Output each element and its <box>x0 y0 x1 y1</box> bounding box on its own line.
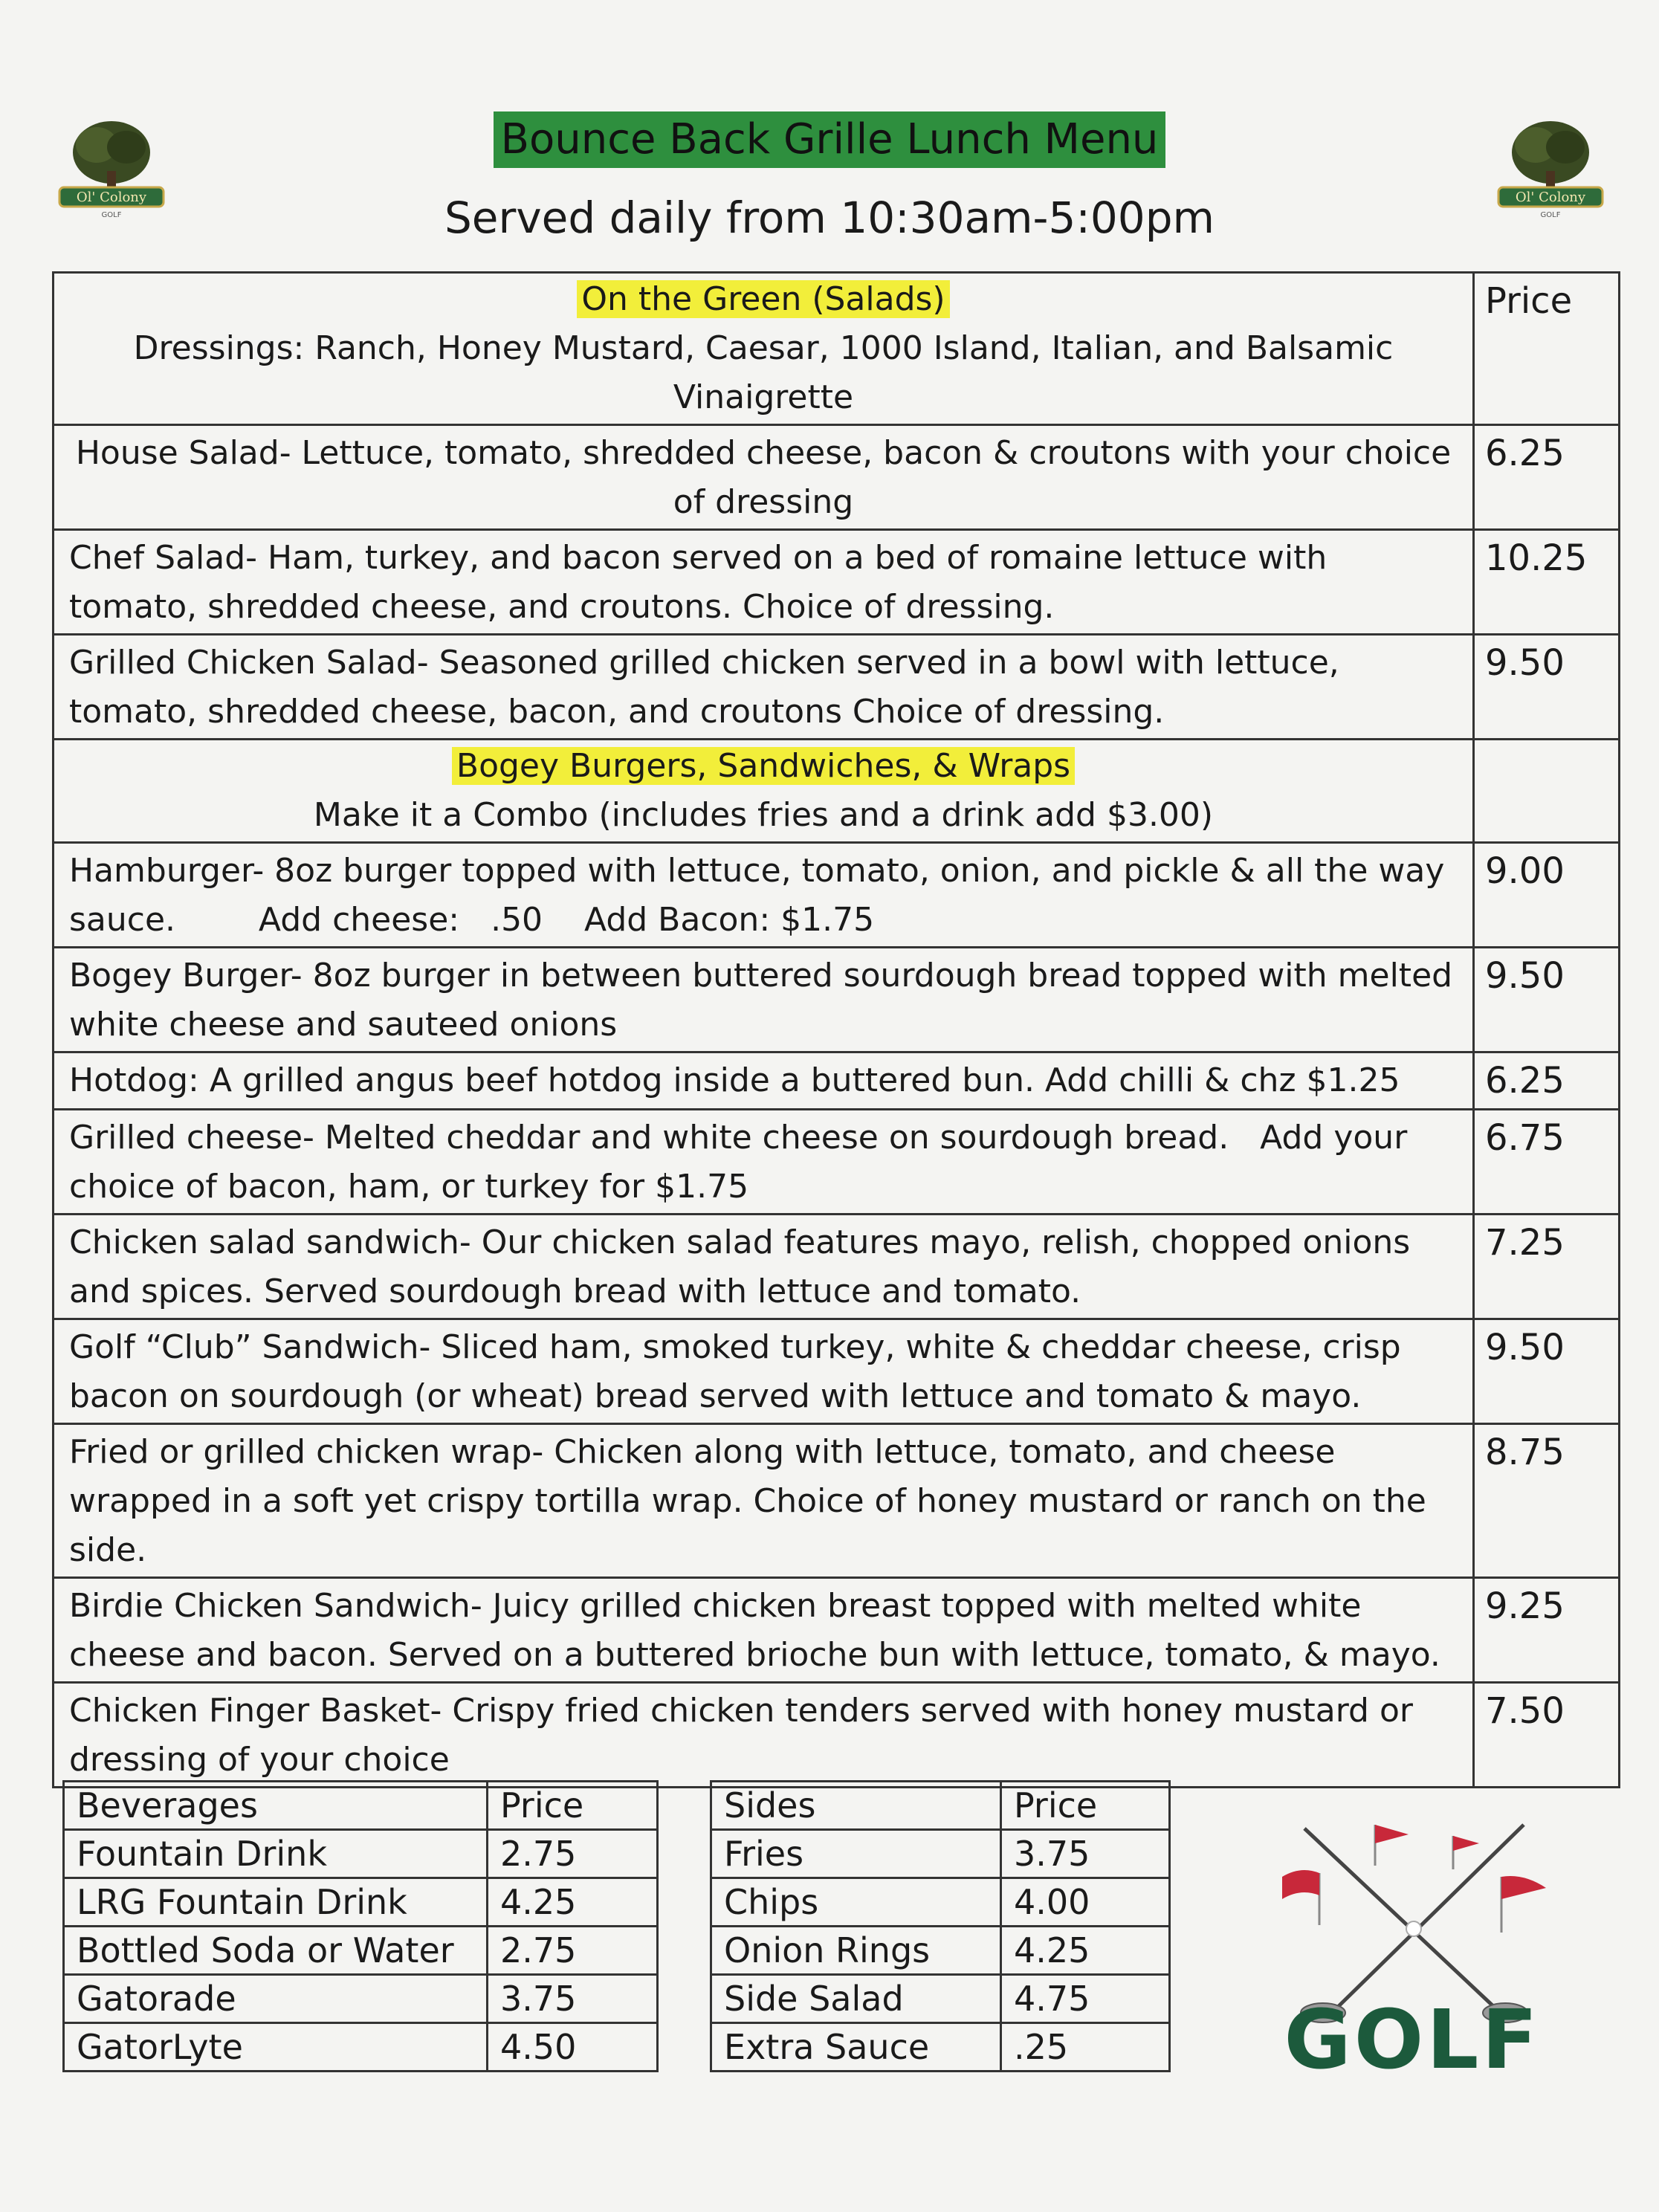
item-description: Chicken salad sandwich- Our chicken salad features mayo, relish, chopped onions and spices. Served sourdough bread with lettuce and tomato. <box>54 1215 1474 1319</box>
table-row <box>711 1830 1170 1878</box>
item-description: Hotdog: A grilled angus beef hotdog inside a buttered bun. Add chilli & chz $1.25 <box>54 1052 1474 1110</box>
item-description: Golf “Club” Sandwich- Sliced ham, smoked turkey, white & cheddar cheese, crisp bacon on sourdough (or wheat) bread served with lettuce and tomato & mayo. <box>54 1319 1474 1424</box>
table-row <box>711 2023 1170 2072</box>
item-price: 9.50 <box>1474 1319 1620 1424</box>
salads-heading: On the Green (Salads) <box>577 280 949 318</box>
beverage-name: Fountain Drink <box>64 1830 488 1878</box>
table-header-row <box>64 1782 658 1830</box>
item-price: 6.25 <box>1474 1052 1620 1110</box>
side-price: 4.25 <box>1001 1927 1170 1975</box>
sides-header: Sides <box>711 1782 1001 1830</box>
item-price: 9.50 <box>1474 948 1620 1052</box>
menu-row <box>54 843 1620 948</box>
item-price: 6.25 <box>1474 425 1620 530</box>
menu-row <box>54 1424 1620 1578</box>
beverages-price-header: Price <box>488 1782 658 1830</box>
main-menu-table <box>52 271 1620 1788</box>
beverages-table <box>62 1780 659 2072</box>
table-row <box>711 1927 1170 1975</box>
table-row <box>64 2023 658 2072</box>
salads-section-cell <box>54 273 1474 425</box>
item-price: 6.75 <box>1474 1110 1620 1215</box>
table-row <box>64 1830 658 1878</box>
beverage-name: Gatorade <box>64 1975 488 2023</box>
svg-text:GOLF: GOLF <box>101 211 122 219</box>
side-price: .25 <box>1001 2023 1170 2072</box>
table-row <box>64 1878 658 1927</box>
empty-price-cell <box>1474 740 1620 843</box>
item-description: Chef Salad- Ham, turkey, and bacon served on a bed of romaine lettuce with tomato, shredded cheese, and croutons. Choice of dressing. <box>54 530 1474 635</box>
table-row <box>64 1927 658 1975</box>
price-header: Price <box>1474 273 1620 425</box>
menu-row <box>54 1578 1620 1683</box>
side-name: Onion Rings <box>711 1927 1001 1975</box>
menu-row <box>54 1052 1620 1110</box>
menu-row <box>54 1215 1620 1319</box>
beverage-price: 2.75 <box>488 1927 658 1975</box>
side-name: Fries <box>711 1830 1001 1878</box>
side-name: Chips <box>711 1878 1001 1927</box>
menu-subtitle: Served daily from 10:30am-5:00pm <box>444 193 1215 243</box>
beverage-price: 4.50 <box>488 2023 658 2072</box>
side-name: Side Salad <box>711 1975 1001 2023</box>
menu-row <box>54 948 1620 1052</box>
title-wrap <box>0 111 1659 168</box>
item-description: House Salad- Lettuce, tomato, shredded cheese, bacon & croutons with your choice of dressing <box>54 425 1474 530</box>
sides-table <box>710 1780 1171 2072</box>
burgers-section-row <box>54 740 1620 843</box>
svg-text:Ol' Colony: Ol' Colony <box>1515 190 1586 205</box>
side-price: 4.75 <box>1001 1975 1170 2023</box>
menu-row <box>54 425 1620 530</box>
side-name: Extra Sauce <box>711 2023 1001 2072</box>
menu-row <box>54 1683 1620 1788</box>
menu-row <box>54 635 1620 740</box>
beverage-name: Bottled Soda or Water <box>64 1927 488 1975</box>
burgers-section-cell <box>54 740 1474 843</box>
beverage-price: 3.75 <box>488 1975 658 2023</box>
item-price: 7.25 <box>1474 1215 1620 1319</box>
item-price: 7.50 <box>1474 1683 1620 1788</box>
menu-row <box>54 530 1620 635</box>
item-price: 9.00 <box>1474 843 1620 948</box>
item-description: Hamburger- 8oz burger topped with lettuce, tomato, onion, and pickle & all the way sauce. Add cheese: .50 Add Bacon: $1.75 <box>54 843 1474 948</box>
item-description: Grilled Chicken Salad- Seasoned grilled chicken served in a bowl with lettuce, tomato, shredded cheese, bacon, and croutons Choice of dressing. <box>54 635 1474 740</box>
burgers-heading: Bogey Burgers, Sandwiches, & Wraps <box>452 747 1075 785</box>
beverage-name: LRG Fountain Drink <box>64 1878 488 1927</box>
side-price: 4.00 <box>1001 1878 1170 1927</box>
menu-row <box>54 1110 1620 1215</box>
side-price: 3.75 <box>1001 1830 1170 1878</box>
dressings-text: Dressings: Ranch, Honey Mustard, Caesar, 1000 Island, Italian, and Balsamic Vinaigrette <box>133 329 1394 416</box>
item-description: Bogey Burger- 8oz burger in between buttered sourdough bread topped with melted white cheese and sauteed onions <box>54 948 1474 1052</box>
item-description: Birdie Chicken Sandwich- Juicy grilled chicken breast topped with melted white cheese and bacon. Served on a buttered brioche bun with lettuce, tomato, & mayo. <box>54 1578 1474 1683</box>
sides-price-header: Price <box>1001 1782 1170 1830</box>
table-row <box>64 1975 658 2023</box>
beverages-header: Beverages <box>64 1782 488 1830</box>
item-description: Fried or grilled chicken wrap- Chicken along with lettuce, tomato, and cheese wrapped in a soft yet crispy tortilla wrap. Choice of honey mustard or ranch on the side. <box>54 1424 1474 1578</box>
beverage-name: GatorLyte <box>64 2023 488 2072</box>
beverage-price: 4.25 <box>488 1878 658 1927</box>
salads-section-row <box>54 273 1620 425</box>
golf-wordmark: GOLF <box>1284 1992 1541 2087</box>
table-header-row <box>711 1782 1170 1830</box>
item-price: 9.25 <box>1474 1578 1620 1683</box>
item-price: 9.50 <box>1474 635 1620 740</box>
menu-row <box>54 1319 1620 1424</box>
item-price: 10.25 <box>1474 530 1620 635</box>
item-description: Grilled cheese- Melted cheddar and white cheese on sourdough bread. Add your choice of bacon, ham, or turkey for $1.75 <box>54 1110 1474 1215</box>
item-description: Chicken Finger Basket- Crispy fried chicken tenders served with honey mustard or dressing of your choice <box>54 1683 1474 1788</box>
svg-text:Ol' Colony: Ol' Colony <box>76 190 147 205</box>
table-row <box>711 1878 1170 1927</box>
combo-text: Make it a Combo (includes fries and a drink add $3.00) <box>313 796 1214 834</box>
svg-text:GOLF: GOLF <box>1540 211 1561 219</box>
menu-title: Bounce Back Grille Lunch Menu <box>494 111 1166 168</box>
beverage-price: 2.75 <box>488 1830 658 1878</box>
table-row <box>711 1975 1170 2023</box>
item-price: 8.75 <box>1474 1424 1620 1578</box>
